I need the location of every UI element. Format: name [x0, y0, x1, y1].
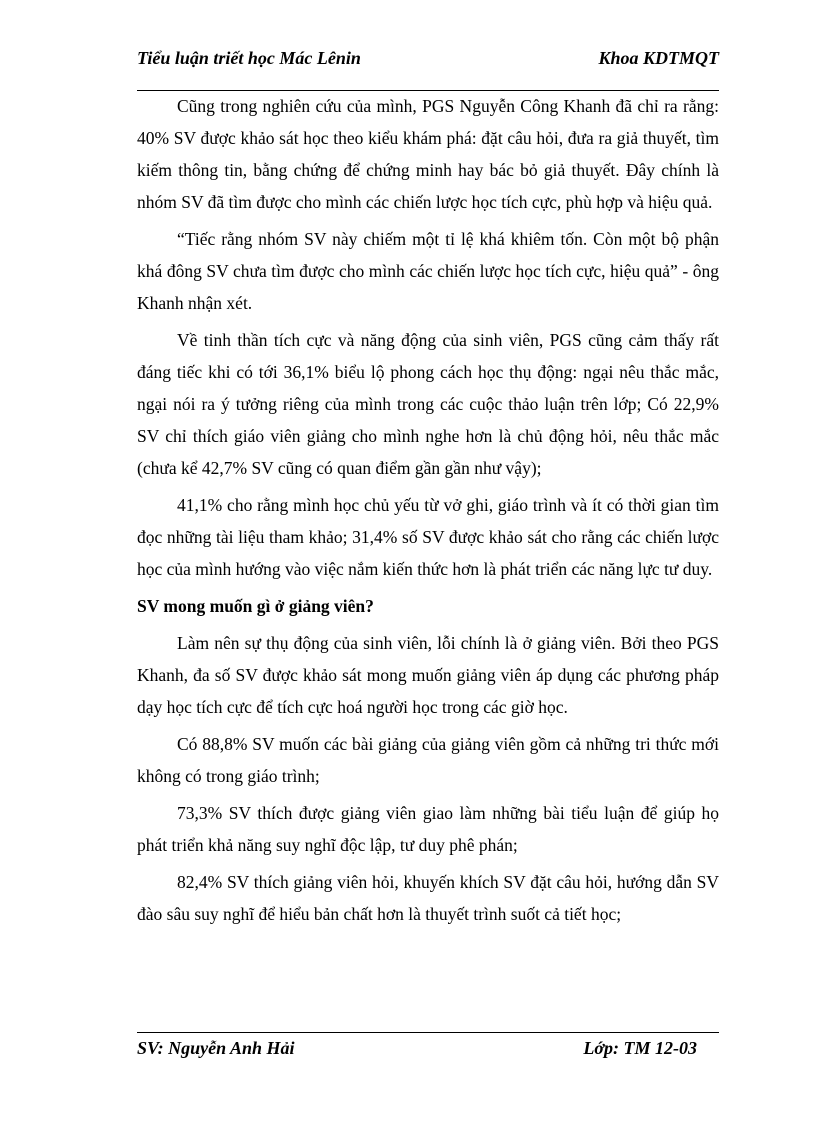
paragraph: Về tinh thần tích cực và năng động của sinh viên, PGS cũng cảm thấy rất đáng tiếc khi có tới 36,1% biểu lộ phong cách học thụ động: ngại nêu thắc mắc, ngại nói ra ý tưởng riêng của mình trong các cuộc thảo luận trên lớp; Có 22,9% SV chỉ thích giáo viên giảng cho mình nghe hơn là chủ động hỏi, nêu thắc mắc (chưa kể 42,7% SV cũng có quan điểm gần gần như vậy); — [137, 330, 719, 478]
footer-rule — [137, 1032, 719, 1033]
paragraph: 82,4% SV thích giảng viên hỏi, khuyến khích SV đặt câu hỏi, hướng dẫn SV đào sâu suy nghĩ để hiểu bản chất hơn là thuyết trình suốt cả tiết học; — [137, 872, 719, 924]
paragraph: “Tiếc rằng nhóm SV này chiếm một tỉ lệ khá khiêm tốn. Còn một bộ phận khá đông SV chưa tìm được cho mình các chiến lược học tích cực, hiệu quả” - ông Khanh nhận xét. — [137, 229, 719, 313]
footer-class: Lớp: TM 12-03 — [583, 1038, 697, 1058]
page-footer — [137, 1038, 697, 1064]
header-title: Tiểu luận triết học Mác Lênin — [137, 48, 361, 68]
document-body — [137, 90, 719, 935]
footer-student: SV: Nguyễn Anh Hải — [137, 1038, 295, 1058]
header-department: Khoa KDTMQT — [598, 48, 719, 68]
paragraph: Làm nên sự thụ động của sinh viên, lỗi chính là ở giảng viên. Bởi theo PGS Khanh, đa số SV được khảo sát mong muốn giảng viên áp dụng các phương pháp dạy học tích cực để tích cực hoá người học trong các giờ học. — [137, 633, 719, 717]
paragraph: Cũng trong nghiên cứu của mình, PGS Nguyễn Công Khanh đã chỉ ra rằng: 40% SV được khảo sát học theo kiểu khám phá: đặt câu hỏi, đưa ra giả thuyết, tìm kiếm thông tin, bằng chứng để chứng minh hay bác bỏ giả thuyết. Đây chính là nhóm SV đã tìm được cho mình các chiến lược học tích cực, phù hợp và hiệu quả. — [137, 96, 719, 212]
paragraph: Có 88,8% SV muốn các bài giảng của giảng viên gồm cả những tri thức mới không có trong giáo trình; — [137, 734, 719, 786]
paragraph: 73,3% SV thích được giảng viên giao làm những bài tiểu luận để giúp họ phát triển khả năng suy nghĩ độc lập, tư duy phê phán; — [137, 803, 719, 855]
paragraph: 41,1% cho rằng mình học chủ yếu từ vở ghi, giáo trình và ít có thời gian tìm đọc những tài liệu tham khảo; 31,4% số SV được khảo sát cho rằng các chiến lược học của mình hướng vào việc nắm kiến thức hơn là phát triển các năng lực tư duy. — [137, 495, 719, 579]
section-heading: SV mong muốn gì ở giảng viên? — [137, 596, 374, 616]
page-header — [137, 48, 719, 76]
